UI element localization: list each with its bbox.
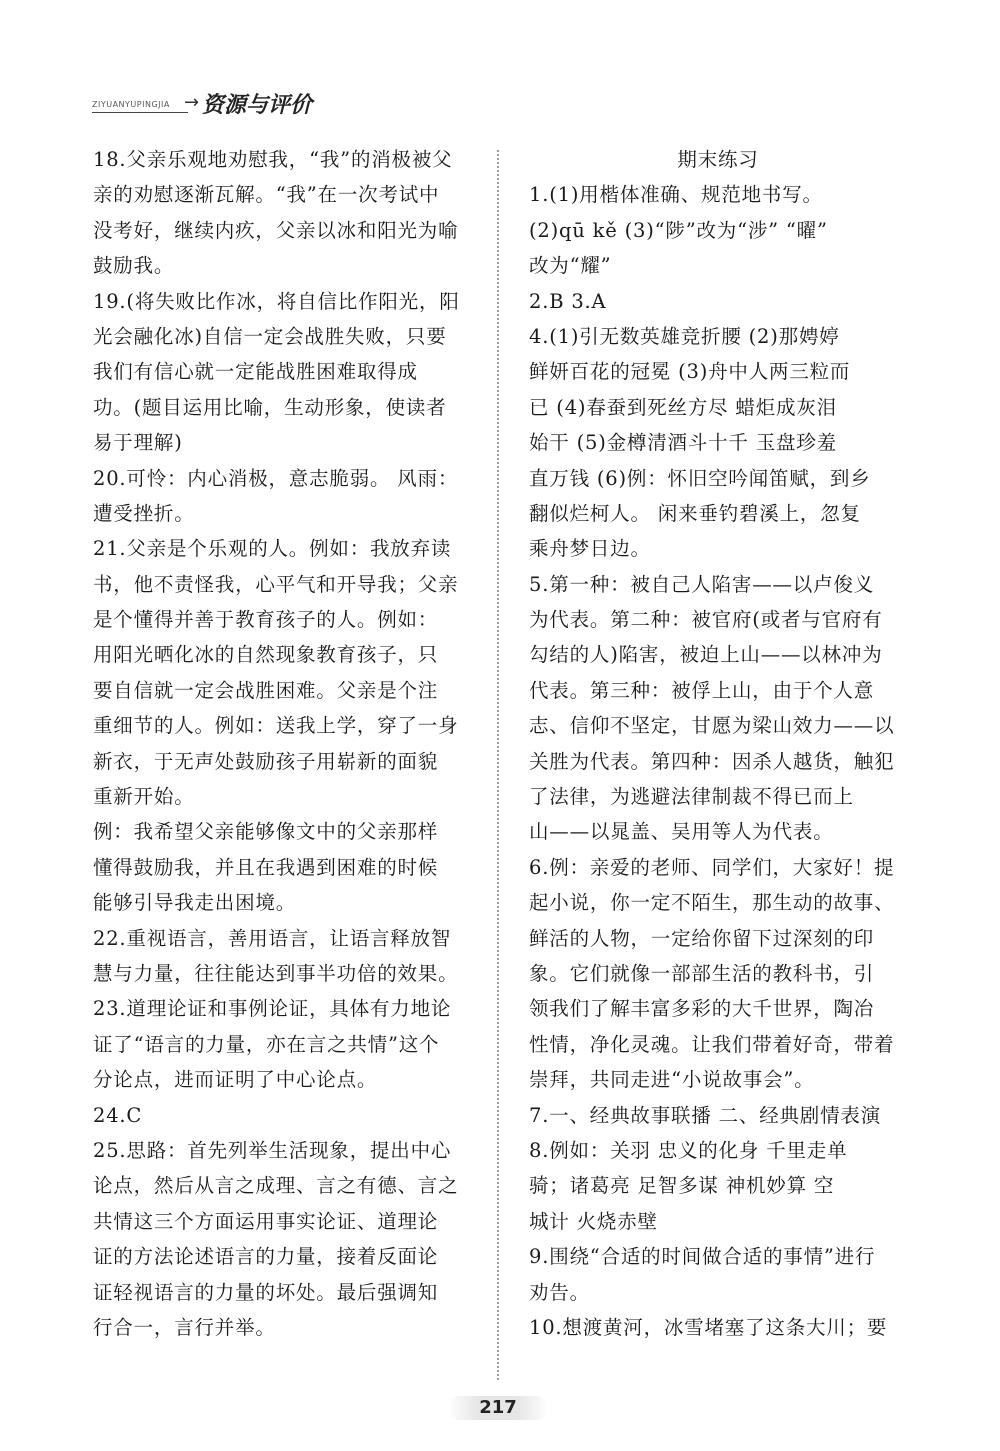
column-divider — [497, 150, 499, 1380]
text-line: 代表。第三种：被俘上山，由于个人意 — [529, 678, 875, 702]
text-line: 共情这三个方面运用事实论证、道理论 — [93, 1209, 439, 1233]
text-line: 新衣，于无声处鼓励孩子用崭新的面貌 — [93, 749, 439, 773]
text-line: 重新开始。 — [93, 785, 195, 809]
text-line: 鼓励我。 — [93, 254, 175, 278]
page-header — [92, 86, 352, 126]
text-line: 劝告。 — [529, 1280, 590, 1304]
left-column — [93, 142, 471, 1345]
text-line: (2)qū kě (3)“陟”改为“涉” “曜” — [529, 218, 828, 242]
text-line: 翻似烂柯人。 闲来垂钓碧溪上，忽复 — [529, 501, 861, 525]
text-line: 性情，净化灵魂。让我们带着好奇，带着 — [529, 1032, 895, 1056]
text-line: 起小说，你一定不陌生，那生动的故事、 — [529, 891, 895, 915]
text-line: 证轻视语言的力量的坏处。最后强调知 — [93, 1280, 439, 1304]
text-line: 5.第一种：被自己人陷害——以卢俊义 — [529, 572, 875, 596]
text-line: 为代表。第二种：被官府(或者与官府有 — [529, 608, 883, 632]
text-line: 是个懂得并善于教育孩子的人。例如： — [93, 608, 439, 632]
text-line: 始干 (5)金樽清酒斗十千 玉盘珍羞 — [529, 431, 837, 455]
text-line: 乘舟梦日边。 — [529, 537, 651, 561]
text-line: 证了“语言的力量，亦在言之共情”这个 — [93, 1032, 440, 1056]
header-rule — [92, 112, 188, 113]
text-line: 了法律，为逃避法律制裁不得已而上 — [529, 785, 854, 809]
header-pinyin: ZIYUANYUPINGJIA — [92, 100, 170, 109]
text-line: 20.可怜：内心消极，意志脆弱。 风雨： — [93, 466, 459, 490]
text-line: 鲜活的人物，一定给你留下过深刻的印 — [529, 926, 875, 950]
text-line: 志、信仰不坚定，甘愿为梁山效力——以 — [529, 714, 895, 738]
page-number-badge — [448, 1394, 548, 1422]
text-line: 象。它们就像一部部生活的教科书，引 — [529, 961, 875, 985]
text-line: 18.父亲乐观地劝慰我，“我”的消极被父 — [93, 148, 453, 171]
text-line: 城计 火烧赤壁 — [529, 1209, 658, 1233]
page-number: 217 — [479, 1397, 517, 1418]
text-line: 崇拜，共同走进“小说故事会”。 — [529, 1068, 815, 1092]
text-line: 书，他不责怪我，心平气和开导我；父亲 — [93, 572, 459, 596]
text-line: 7.一、经典故事联播 二、经典剧情表演 — [529, 1103, 882, 1127]
text-line: 8.例如：关羽 忠义的化身 千里走单 — [529, 1138, 848, 1162]
text-line: 骑；诸葛亮 足智多谋 神机妙算 空 — [529, 1174, 835, 1198]
text-line: 重细节的人。例如：送我上学，穿了一身 — [93, 714, 459, 738]
text-line: 2.B 3.A — [529, 289, 607, 313]
header-title: 资源与评价 — [202, 93, 313, 118]
text-line: 勾结的人)陷害，被迫上山——以林冲为 — [529, 643, 883, 667]
text-line: 改为“耀” — [529, 254, 612, 278]
text-line: 论点，然后从言之成理、言之有德、言之 — [93, 1174, 459, 1198]
text-line: 22.重视语言，善用语言，让语言释放智 — [93, 926, 452, 950]
text-line: 分论点，进而证明了中心论点。 — [93, 1068, 378, 1092]
text-line: 慧与力量，往往能达到事半功倍的效果。 — [93, 961, 459, 985]
text-line: 19.(将失败比作冰，将自信比作阳光，阳 — [93, 289, 460, 313]
right-column — [529, 142, 907, 1345]
text-line: 21.父亲是个乐观的人。例如：我放弃读 — [93, 537, 452, 561]
text-line: 我们有信心就一定能战胜困难取得成 — [93, 360, 418, 384]
text-line: 1.(1)用楷体准确、规范地书写。 — [529, 183, 823, 207]
text-line: 没考好，继续内疚，父亲以冰和阳光为喻 — [93, 218, 459, 242]
text-line: 领我们了解丰富多彩的大千世界，陶冶 — [529, 997, 875, 1021]
text-line: 例：我希望父亲能够像文中的父亲那样 — [93, 820, 439, 844]
text-line: 懂得鼓励我，并且在我遇到困难的时候 — [93, 855, 439, 879]
text-line: 光会融化冰)自信一定会战胜失败，只要 — [93, 324, 447, 348]
text-line: 直万钱 (6)例：怀旧空吟闻笛赋，到乡 — [529, 466, 871, 490]
text-line: 23.道理论证和事例论证，具体有力地论 — [93, 997, 452, 1021]
text-line: 25.思路：首先列举生活现象，提出中心 — [93, 1138, 452, 1162]
text-line: 6.例：亲爱的老师、同学们，大家好！提 — [529, 855, 895, 879]
text-line: 4.(1)引无数英雄竞折腰 (2)那娉婷 — [529, 324, 840, 348]
text-line: 用阳光晒化冰的自然现象教育孩子，只 — [93, 643, 439, 667]
text-line: 10.想渡黄河，冰雪堵塞了这条大川；要 — [529, 1315, 888, 1339]
text-line: 能够引导我走出困境。 — [93, 891, 297, 915]
text-line: 已 (4)春蚕到死丝方尽 蜡炬成灰泪 — [529, 395, 837, 419]
text-line: 遭受挫折。 — [93, 501, 195, 525]
text-line: 要自信就一定会战胜困难。父亲是个注 — [93, 678, 439, 702]
text-line: 24.C — [93, 1103, 143, 1127]
text-line: 易于理解) — [93, 431, 183, 455]
text-line: 证的方法论述语言的力量，接着反面论 — [93, 1245, 439, 1269]
text-line: 9.围绕“合适的时间做合适的事情”进行 — [529, 1245, 876, 1269]
text-line: 山——以晁盖、吴用等人为代表。 — [529, 820, 834, 844]
section-title: 期末练习 — [677, 148, 759, 171]
text-line: 功。(题目运用比喻，生动形象，使读者 — [93, 395, 447, 419]
text-line: 鲜妍百花的冠冕 (3)舟中人两三粒而 — [529, 360, 851, 384]
text-line: 亲的劝慰逐渐瓦解。“我”在一次考试中 — [93, 183, 440, 207]
text-line: 行合一，言行并举。 — [93, 1315, 276, 1339]
header-arrow-icon: → — [184, 92, 200, 113]
text-line: 关胜为代表。第四种：因杀人越货，触犯 — [529, 749, 895, 773]
